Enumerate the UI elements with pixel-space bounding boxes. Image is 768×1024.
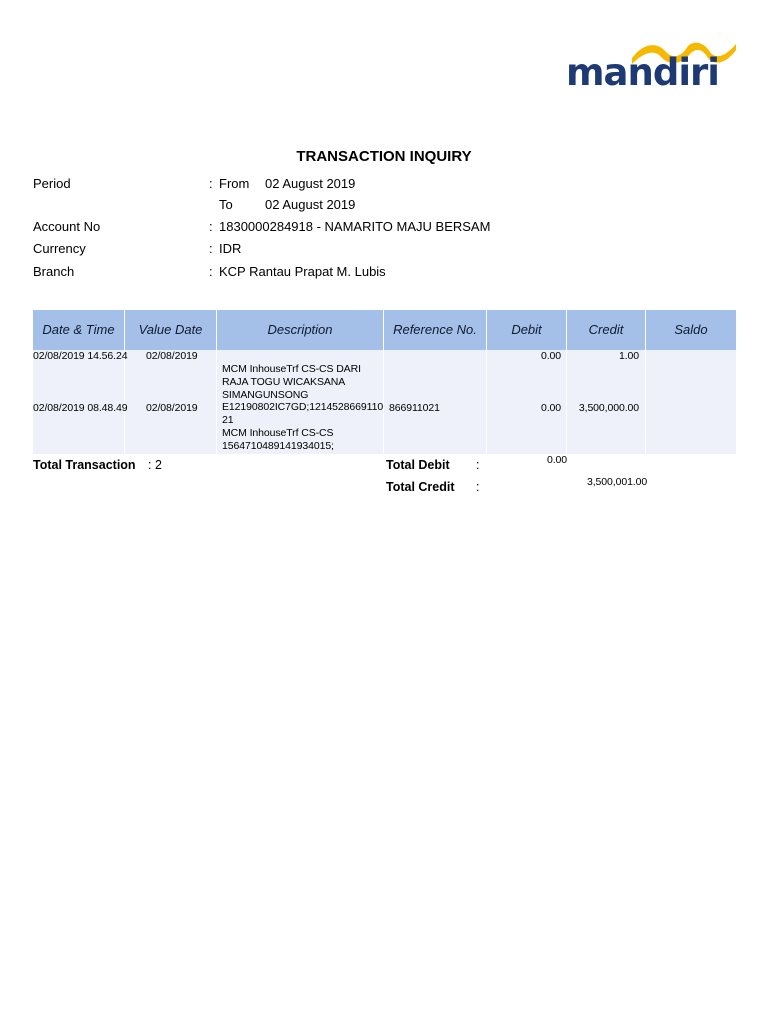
description-cell [222,363,382,453]
row-2-credit: 3,500,000.00 [578,402,639,414]
column-header-reference: Reference No. [393,322,477,337]
currency-label: Currency [33,241,86,256]
page-title: TRANSACTION INQUIRY [296,148,472,165]
mandiri-logo [566,38,738,100]
total-debit-value: 0.00 [547,454,568,466]
account-separator: : [209,219,213,234]
total-debit-label: Total Debit [386,458,450,472]
currency-value: IDR [219,241,242,256]
description-line: MCM InhouseTrf CS-CS [222,426,334,439]
branch-separator: : [209,264,213,279]
logo-text: mandiri [566,51,719,94]
to-value: 02 August 2019 [265,197,356,212]
total-credit-separator: : [476,480,480,494]
description-line: 1564710489141934015; [222,439,334,452]
description-line: 21 [222,414,234,427]
column-header-debit: Debit [511,322,542,337]
from-value: 02 August 2019 [265,176,356,191]
total-transaction-value: : 2 [148,458,162,472]
total-credit-value: 3,500,001.00 [587,476,648,488]
row-1-value-date: 02/08/2019 [146,350,198,362]
branch-value: KCP Rantau Prapat M. Lubis [219,264,386,279]
row-1-debit: 0.00 [540,350,561,362]
description-line: MCM InhouseTrf CS-CS DARI [222,363,361,375]
total-debit-separator: : [476,458,480,472]
description-line: SIMANGUNSONG [222,388,309,401]
branch-label: Branch [33,264,75,279]
row-1-datetime: 02/08/2019 14.56.24 [33,350,128,362]
account-label: Account No [33,219,101,234]
row-2-reference: 866911021 [389,402,440,414]
from-label: From [219,176,250,191]
column-header-datetime: Date & Time [42,322,115,337]
row-2-datetime: 02/08/2019 08.48.49 [33,402,128,414]
row-2-debit: 0.00 [540,402,561,414]
column-header-description: Description [267,322,333,337]
row-1-credit: 1.00 [618,350,639,362]
currency-separator: : [209,241,213,256]
total-credit-label: Total Credit [386,480,455,494]
column-header-credit: Credit [588,322,624,337]
period-label: Period [33,176,71,191]
description-line: RAJA TOGU WICAKSANA [222,375,346,388]
column-header-saldo: Saldo [674,322,708,337]
column-header-value-date: Value Date [138,322,203,337]
row-2-value-date: 02/08/2019 [146,402,198,414]
total-transaction-label: Total Transaction [33,458,136,472]
description-line: E12190802IC7GD;1214528669110 [222,401,384,414]
to-label: To [219,197,233,212]
period-separator: : [209,176,213,191]
account-value: 1830000284918 - NAMARITO MAJU BERSAM [219,219,491,234]
